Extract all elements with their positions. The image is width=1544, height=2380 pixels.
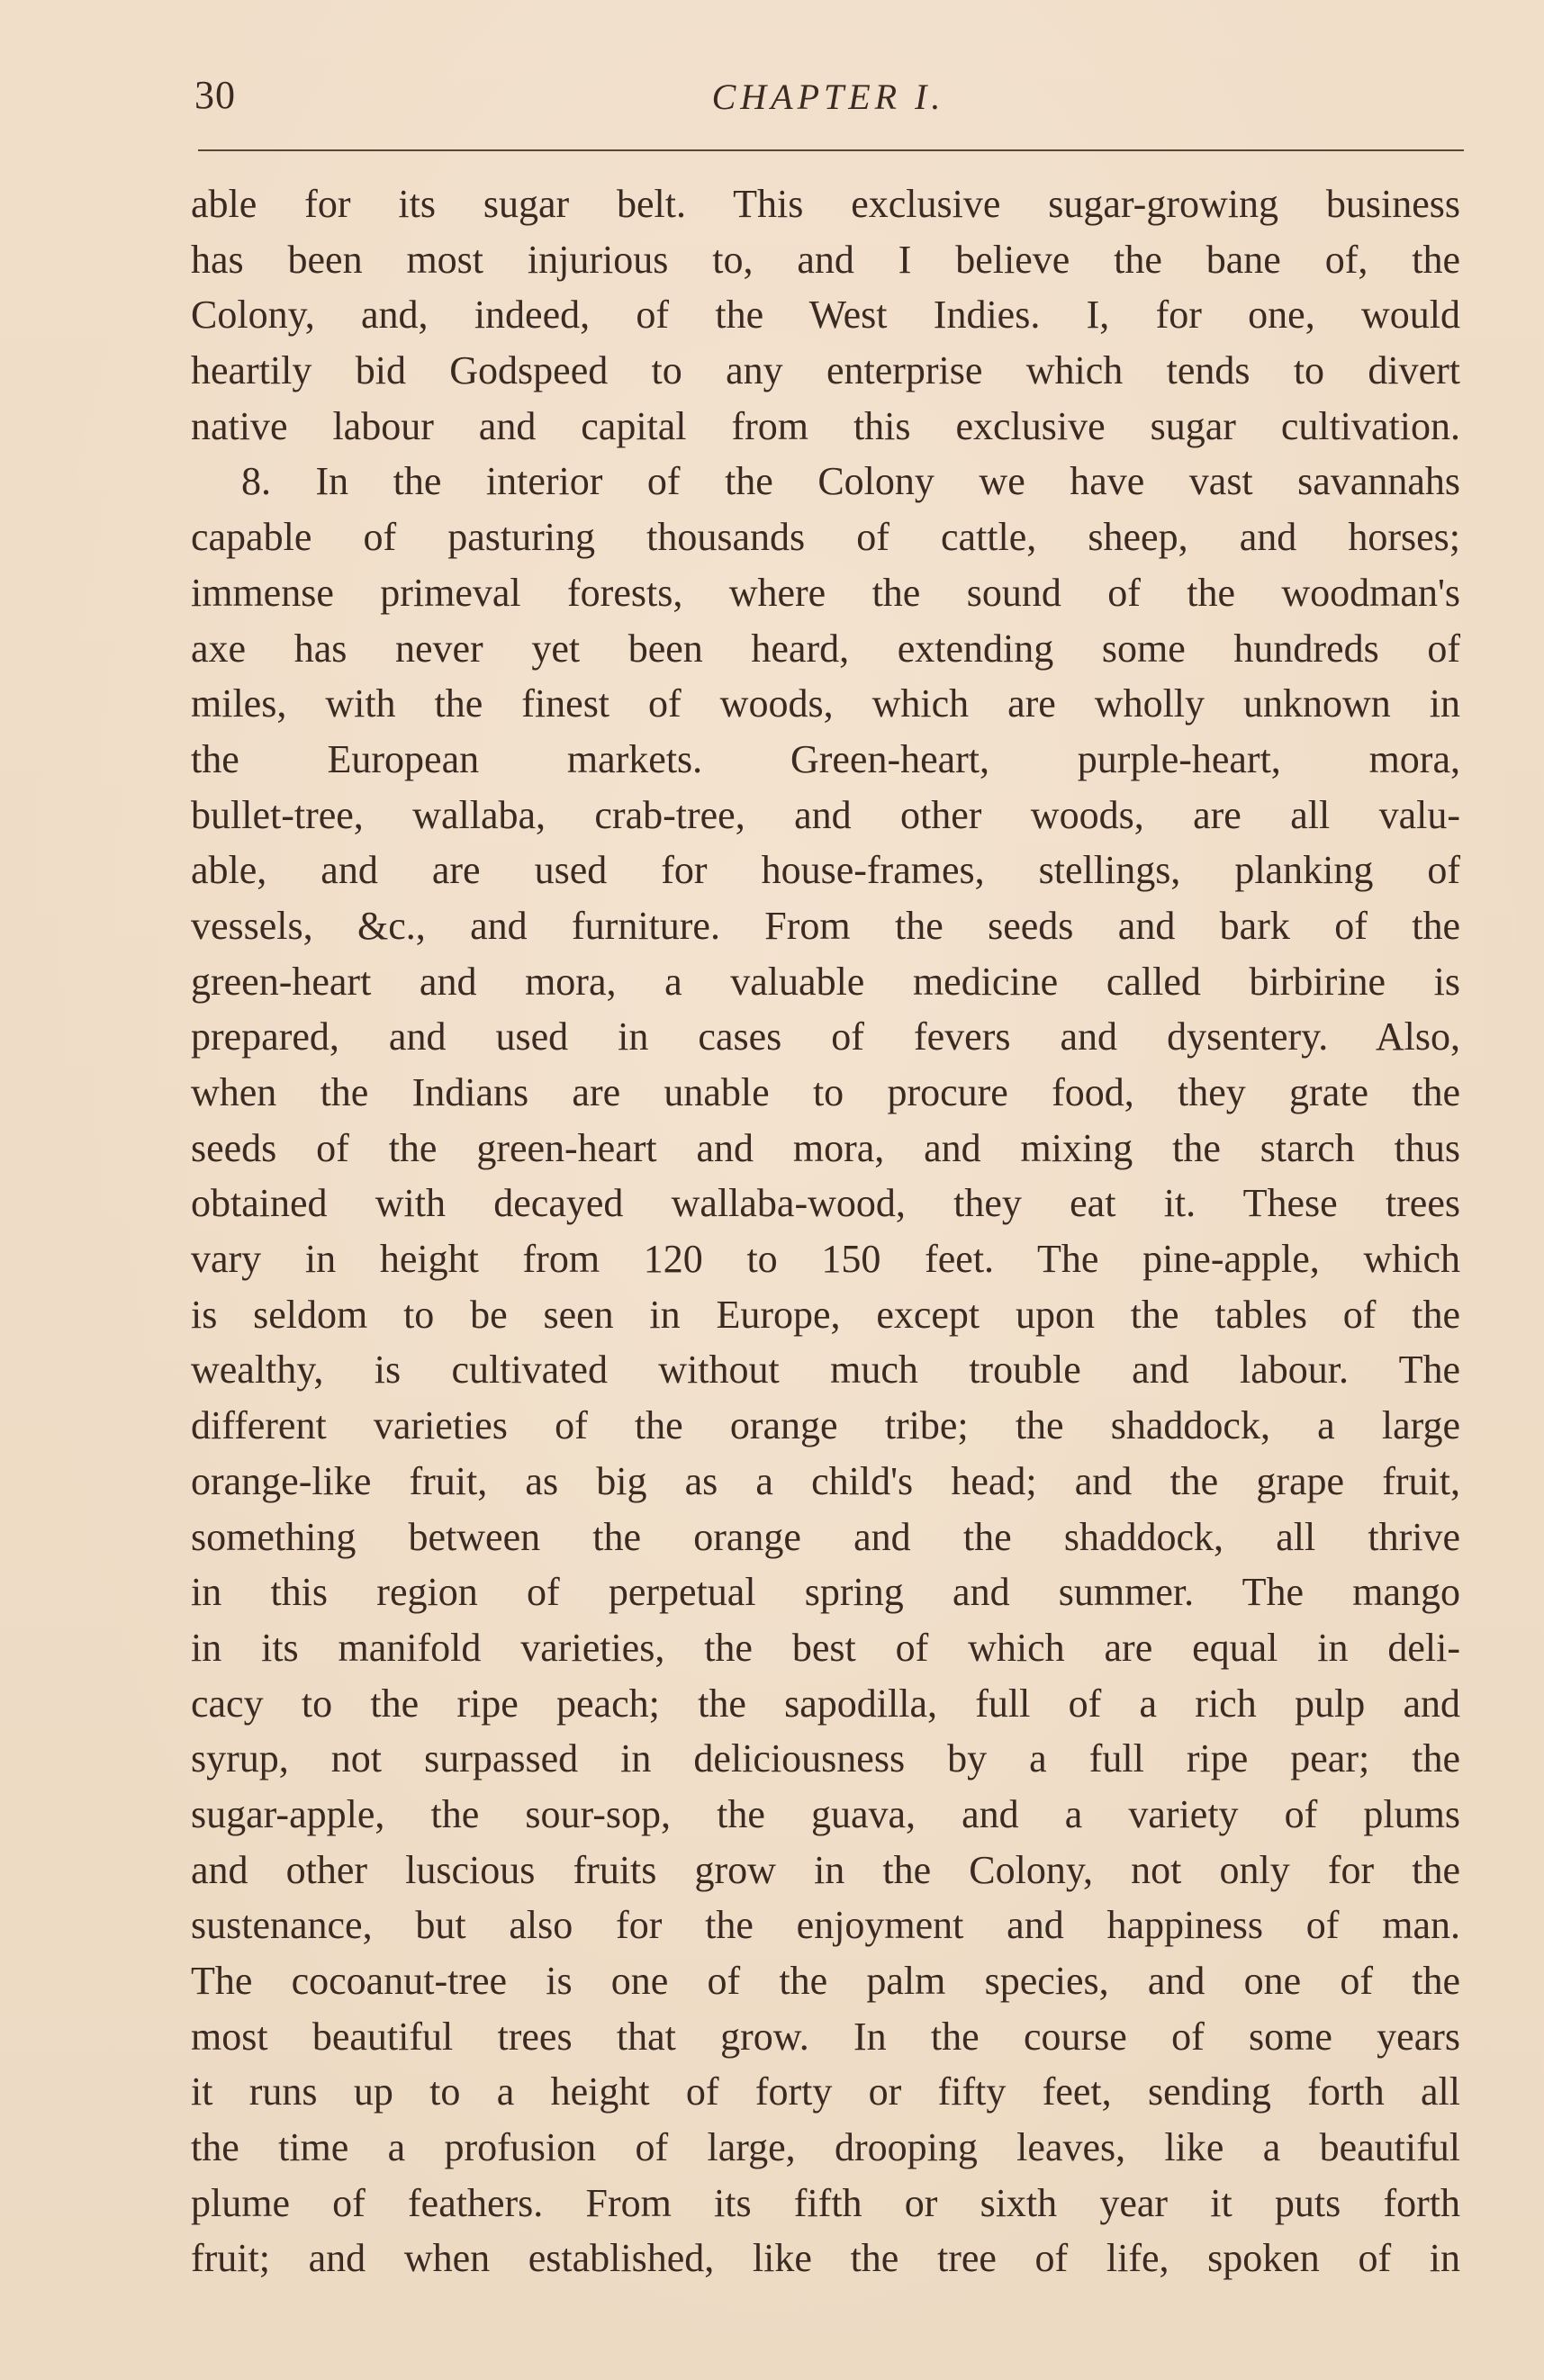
text-line: in this region of perpetual spring and summer. The mango (191, 1570, 1460, 1615)
text-line: prepared, and used in cases of fevers and dysentery. Also, (191, 1014, 1460, 1059)
body-text (191, 176, 1460, 2286)
text-line: miles, with the finest of woods, which are wholly unknown in (191, 681, 1460, 726)
text-line: green-heart and mora, a valuable medicine called birbirine is (191, 959, 1460, 1004)
text-line: able, and are used for house-frames, stellings, planking of (191, 848, 1460, 893)
text-line: sugar-apple, the sour-sop, the guava, and a variety of plums (191, 1791, 1460, 1836)
text-line: cacy to the ripe peach; the sapodilla, full of a rich pulp and (191, 1681, 1460, 1726)
text-line: obtained with decayed wallaba-wood, they eat it. These trees (191, 1181, 1460, 1226)
text-line: plume of feathers. From its fifth or sixth year it puts forth (191, 2180, 1460, 2225)
text-line: bullet-tree, wallaba, crab-tree, and other woods, are all valu- (191, 792, 1460, 837)
text-line: Colony, and, indeed, of the West Indies. I, for one, would (191, 293, 1460, 338)
text-line: The cocoanut-tree is one of the palm species, and one of the (191, 1959, 1460, 2003)
text-line: syrup, not surpassed in deliciousness by a full ripe pear; the (191, 1736, 1460, 1781)
running-head: CHAPTER I. (711, 77, 945, 117)
text-line: able for its sugar belt. This exclusive sugar-growing business (191, 182, 1460, 226)
text-line: is seldom to be seen in Europe, except upon the tables of the (191, 1292, 1460, 1337)
text-line: different varieties of the orange tribe; the shaddock, a large (191, 1403, 1460, 1448)
page-header (194, 72, 1462, 130)
text-line: heartily bid Godspeed to any enterprise which tends to divert (191, 348, 1460, 393)
text-line: something between the orange and the shaddock, all thrive (191, 1514, 1460, 1559)
text-line: orange-like fruit, as big as a child's head; and the grape fruit, (191, 1458, 1460, 1503)
text-line: it runs up to a height of forty or fifty feet, sending forth all (191, 2069, 1460, 2114)
text-line: immense primeval forests, where the sound of the woodman's (191, 570, 1460, 615)
text-line: the time a profusion of large, drooping leaves, like a beautiful (191, 2125, 1460, 2170)
text-line: and other luscious fruits grow in the Colony, not only for the (191, 1847, 1460, 1892)
text-line: vary in height from 120 to 150 feet. The pine-apple, which (191, 1237, 1460, 1282)
text-line: when the Indians are unable to procure food, they grate the (191, 1070, 1460, 1114)
text-line: fruit; and when established, like the tree of life, spoken of in (191, 2236, 1460, 2281)
text-line: sustenance, but also for the enjoyment and happiness of man. (191, 1903, 1460, 1948)
text-line: the European markets. Green-heart, purple-heart, mora, (191, 736, 1460, 781)
text-line: axe has never yet been heard, extending some hundreds of (191, 626, 1460, 671)
text-line: seeds of the green-heart and mora, and mixing the starch thus (191, 1125, 1460, 1170)
header-rule (198, 149, 1464, 151)
paragraph-start-line: 8. In the interior of the Colony we have vast savannahs (241, 459, 1460, 504)
text-line: wealthy, is cultivated without much trouble and labour. The (191, 1348, 1460, 1393)
text-line: has been most injurious to, and I believe the bane of, the (191, 237, 1460, 282)
text-line: vessels, &c., and furniture. From the seeds and bark of the (191, 903, 1460, 948)
text-line: in its manifold varieties, the best of which are equal in deli- (191, 1625, 1460, 1670)
page-number: 30 (194, 73, 236, 117)
text-line: most beautiful trees that grow. In the course of some years (191, 2014, 1460, 2059)
text-line: capable of pasturing thousands of cattle, sheep, and horses; (191, 515, 1460, 560)
text-line: native labour and capital from this exclusive sugar cultivation. (191, 403, 1460, 448)
